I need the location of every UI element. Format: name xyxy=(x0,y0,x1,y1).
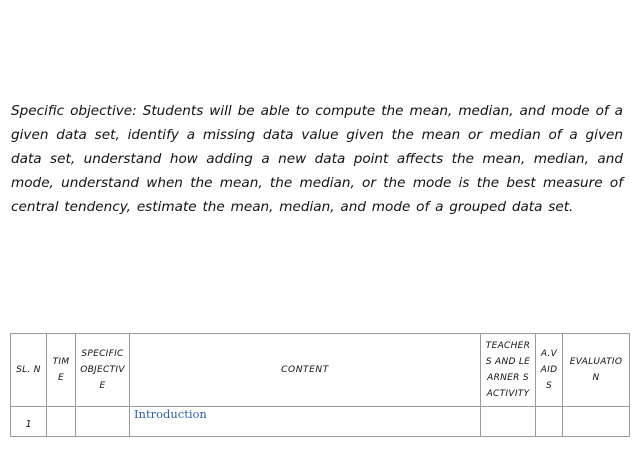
specific-objective-paragraph: Specific objective: Students will be able to compute the mean, median, and mode of a given data set, identify a missing data value given the mean or median of a given data set, understand how adding a new data point affects the mean, median, and mode, understand when the mean, the median, or the mode is the best measure of central tendency, estimate the mean, median, and mode of a grouped data set. xyxy=(11,103,623,215)
cell-content: Introduction xyxy=(130,407,481,437)
table-header-row xyxy=(11,334,630,407)
header-evaluation: EVALUATIO N xyxy=(563,334,630,407)
header-time: TIM E xyxy=(47,334,76,407)
cell-evaluation xyxy=(563,407,630,437)
cell-sl-no: 1 xyxy=(11,407,47,437)
header-specific-objective: SPECIFIC OBJECTIV E xyxy=(76,334,130,407)
cell-av-aids xyxy=(536,407,563,437)
header-content: CONTENT xyxy=(130,334,481,407)
lesson-plan-table xyxy=(10,333,630,437)
cell-teachers-learners-activity xyxy=(481,407,536,437)
header-sl-no: SL. N xyxy=(11,334,47,407)
cell-specific-objective xyxy=(76,407,130,437)
table-row xyxy=(11,407,630,437)
header-av-aids: A.V AID S xyxy=(536,334,563,407)
cell-time xyxy=(47,407,76,437)
header-teachers-learners-activity: TEACHERS AND LEARNER S ACTIVITY xyxy=(481,334,536,407)
